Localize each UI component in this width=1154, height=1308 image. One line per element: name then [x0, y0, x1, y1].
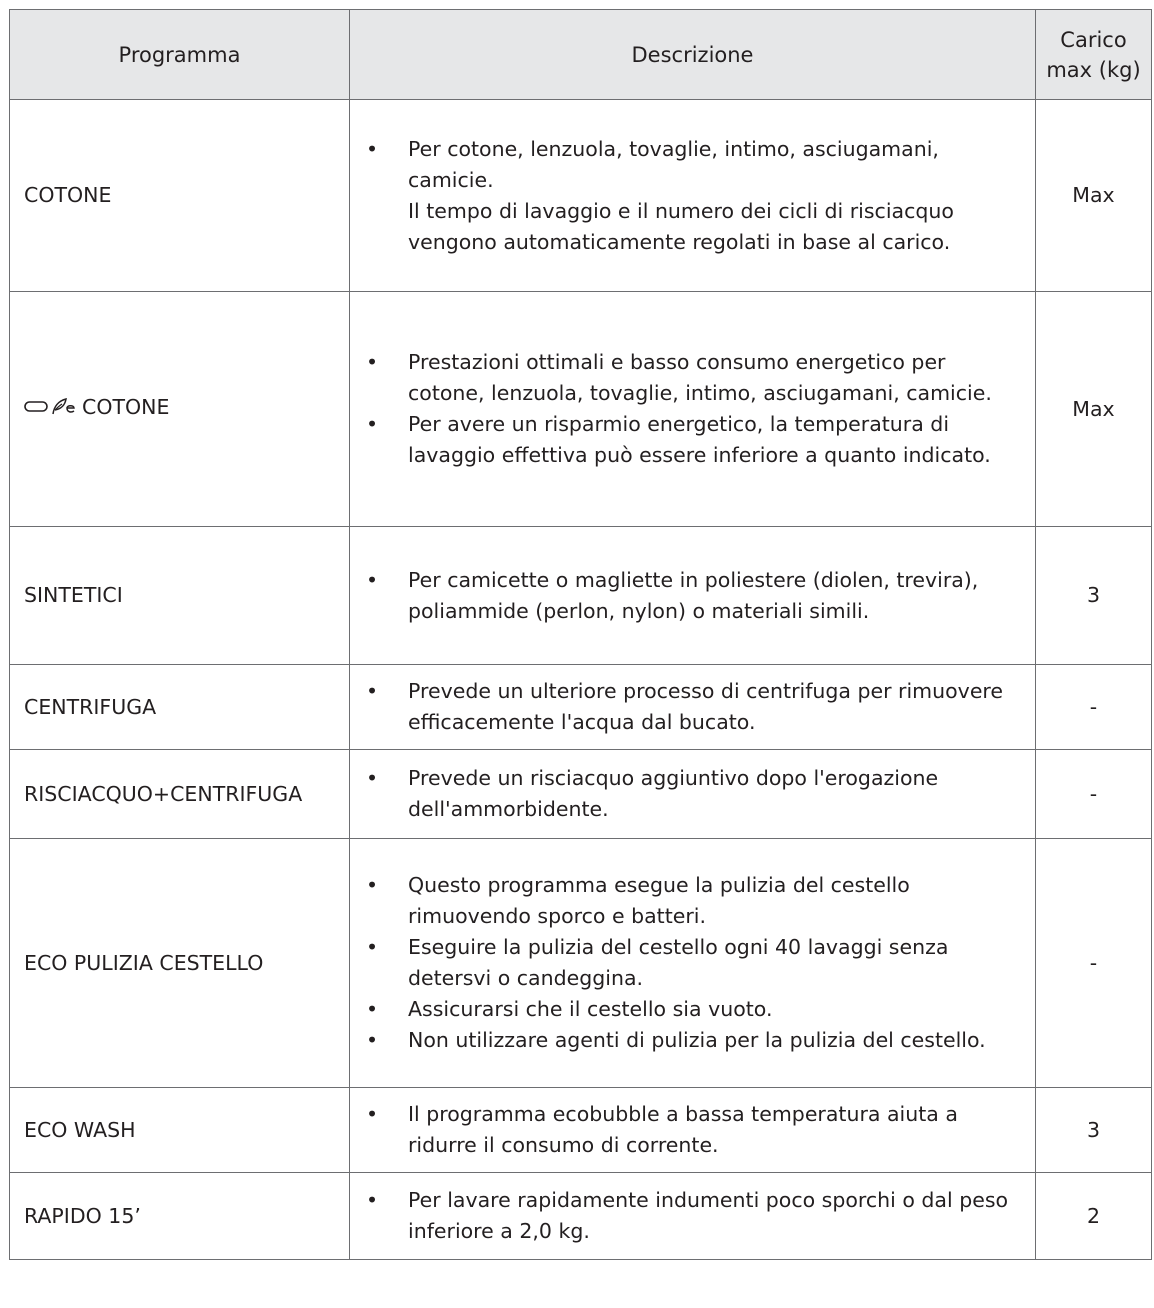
- description-bullet: • Per camicette o magliette in poliestere (diolen, trevira), poliammide (perlon, nylon) o materiali simili.: [364, 565, 1025, 627]
- program-name: ECO WASH: [10, 1088, 350, 1173]
- description-bullet: • Per lavare rapidamente indumenti poco sporchi o dal peso inferiore a 2,0 kg.: [364, 1185, 1025, 1247]
- program-description: [350, 665, 1036, 750]
- table-row: [10, 292, 1152, 527]
- program-table: [9, 9, 1152, 1260]
- max-load-value: -: [1036, 839, 1152, 1088]
- description-list: [364, 676, 1025, 738]
- program-name-cell: [10, 292, 350, 527]
- description-list: [364, 347, 1025, 471]
- header-description: Descrizione: [350, 10, 1036, 100]
- program-name: COTONE: [82, 395, 170, 419]
- program-description: [350, 1088, 1036, 1173]
- program-description: [350, 839, 1036, 1088]
- program-name: RISCIACQUO+CENTRIFUGA: [10, 750, 350, 839]
- program-description: [350, 750, 1036, 839]
- description-bullet: • Prevede un risciacquo aggiuntivo dopo l'erogazione dell'ammorbidente.: [364, 763, 1025, 825]
- max-load-value: -: [1036, 750, 1152, 839]
- program-description: [350, 527, 1036, 665]
- description-list: [364, 565, 1025, 627]
- max-load-value: Max: [1036, 292, 1152, 527]
- program-table-wrapper: [9, 9, 1151, 1260]
- header-max-load: [1036, 10, 1152, 100]
- table-row: [10, 527, 1152, 665]
- program-description: [350, 100, 1036, 292]
- description-bullet: • Prestazioni ottimali e basso consumo energetico per cotone, lenzuola, tovaglie, intimo, asciugamani, camicie.: [364, 347, 1025, 409]
- table-row: [10, 100, 1152, 292]
- header-load-line1: Carico: [1060, 27, 1127, 52]
- table-header: [10, 10, 1152, 100]
- program-name: ECO PULIZIA CESTELLO: [10, 839, 350, 1088]
- description-list: [364, 763, 1025, 825]
- description-bullet: • Il programma ecobubble a bassa temperatura aiuta a ridurre il consumo di corrente.: [364, 1099, 1025, 1161]
- description-bullet: • Questo programma esegue la pulizia del cestello rimuovendo sporco e batteri.: [364, 870, 1025, 932]
- description-bullet: • Non utilizzare agenti di pulizia per la pulizia del cestello.: [364, 1025, 1025, 1056]
- program-name: SINTETICI: [10, 527, 350, 665]
- max-load-value: Max: [1036, 100, 1152, 292]
- program-name: CENTRIFUGA: [10, 665, 350, 750]
- description-bullet: • Eseguire la pulizia del cestello ogni 40 lavaggi senza detersvi o candeggina.: [364, 932, 1025, 994]
- header-load-line2: max (kg): [1046, 57, 1141, 82]
- table-row: [10, 750, 1152, 839]
- description-list: [364, 1185, 1025, 1247]
- eco-energy-icon: [24, 395, 76, 426]
- description-list: [364, 870, 1025, 1056]
- program-description: [350, 1173, 1036, 1260]
- table-row: [10, 1088, 1152, 1173]
- max-load-value: 3: [1036, 1088, 1152, 1173]
- program-description: [350, 292, 1036, 527]
- max-load-value: -: [1036, 665, 1152, 750]
- table-row: [10, 1173, 1152, 1260]
- description-bullet: • Prevede un ulteriore processo di centrifuga per rimuovere efficacemente l'acqua dal bucato.: [364, 676, 1025, 738]
- description-bullet: • Assicurarsi che il cestello sia vuoto.: [364, 994, 1025, 1025]
- table-body: [10, 100, 1152, 1260]
- description-list: [364, 1099, 1025, 1161]
- max-load-value: 3: [1036, 527, 1152, 665]
- description-list: [364, 134, 1025, 258]
- program-name: COTONE: [10, 100, 350, 292]
- header-row: [10, 10, 1152, 100]
- table-row: [10, 839, 1152, 1088]
- max-load-value: 2: [1036, 1173, 1152, 1260]
- description-bullet: • Per cotone, lenzuola, tovaglie, intimo, asciugamani, camicie. Il tempo di lavaggio e il numero dei cicli di risciacquo vengono automaticamente regolati in base al carico.: [364, 134, 1025, 258]
- header-program: Programma: [10, 10, 350, 100]
- program-name: RAPIDO 15’: [10, 1173, 350, 1260]
- description-bullet: • Per avere un risparmio energetico, la temperatura di lavaggio effettiva può essere inferiore a quanto indicato.: [364, 409, 1025, 471]
- table-row: [10, 665, 1152, 750]
